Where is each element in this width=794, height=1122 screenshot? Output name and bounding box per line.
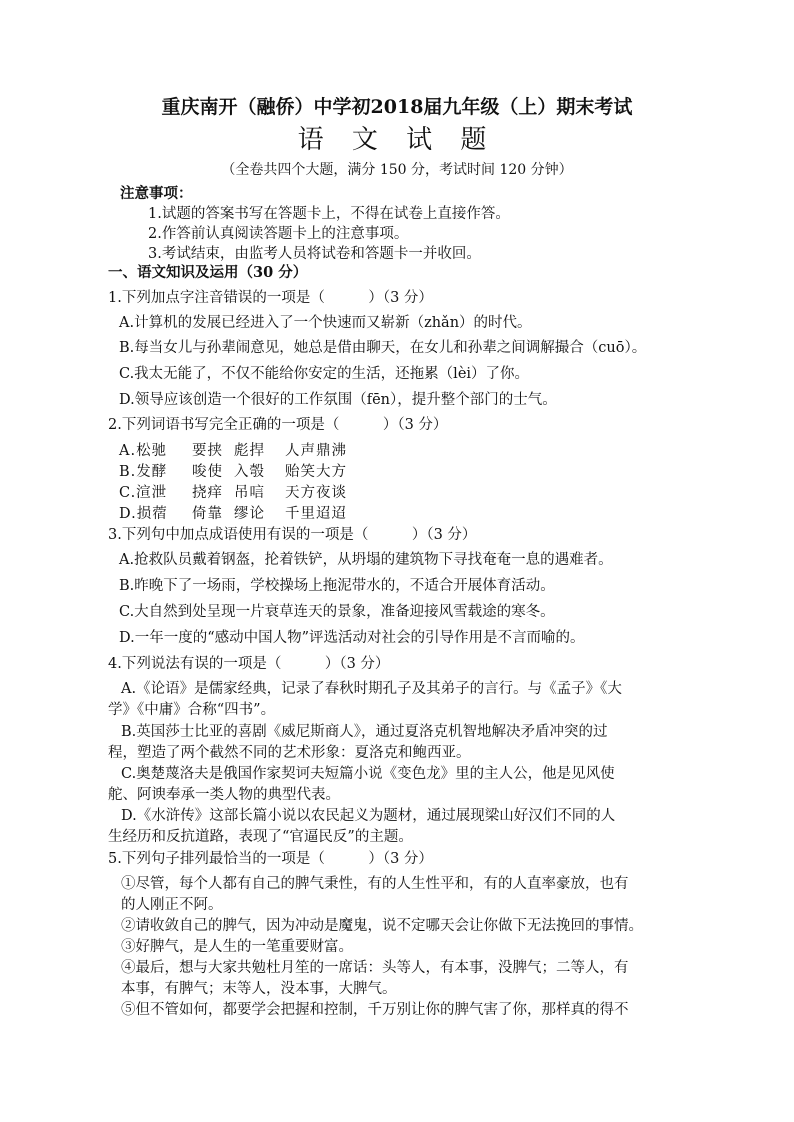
question-2-option-c bbox=[119, 483, 347, 503]
question-5-sentence-4-cont: 本事，有脾气；末等人，没本事，大脾气。 bbox=[121, 981, 397, 997]
exam-subtitle: 语 文 试 题 bbox=[297, 125, 497, 155]
question-4-option-d: D.《水浒传》这部长篇小说以农民起义为题材，通过展现梁山好汉们不同的人 bbox=[121, 808, 616, 824]
question-5-sentence-1: ①尽管，每个人都有自己的脾气秉性，有的人生性平和，有的人直率豪放，也有 bbox=[121, 876, 629, 892]
question-2-stem: 2.下列词语书写完全正确的一项是（ ）（3 分） bbox=[108, 417, 448, 433]
question-2-option-a bbox=[119, 441, 347, 461]
word: 千里迢迢 bbox=[285, 506, 347, 522]
question-3-stem: 3.下列句中加点成语使用有误的一项是（ ）（3 分） bbox=[108, 527, 477, 543]
question-3-option-c: C.大自然到处呈现一片衰草连天的景象，准备迎接风雪载途的寒冬。 bbox=[119, 604, 555, 620]
question-4-option-a-cont: 学》《中庸》合称“四书”。 bbox=[108, 702, 276, 718]
word: 缪论 bbox=[234, 506, 265, 522]
question-1-option-b: B.每当女儿与孙辈闹意见，她总是借由聊天，在女儿和孙辈之间调解撮合（cuō）。 bbox=[119, 340, 647, 356]
word: C.渲泄 bbox=[119, 485, 168, 501]
question-5-stem: 5.下列句子排列最恰当的一项是（ ）（3 分） bbox=[108, 851, 433, 867]
word: 唆使 bbox=[192, 464, 223, 480]
question-5-sentence-4: ④最后，想与大家共勉杜月笙的一席话：头等人，有本事，没脾气；二等人，有 bbox=[121, 960, 629, 976]
question-2-option-d bbox=[119, 504, 347, 524]
notice-title: 注意事项： bbox=[120, 185, 193, 202]
question-1-option-a: A.计算机的发展已经进入了一个快速而又崭新（zhǎn）的时代。 bbox=[119, 315, 532, 331]
word: 要挟 bbox=[192, 443, 223, 459]
word: 挠痒 bbox=[192, 485, 223, 501]
section-1-title: 一、语文知识及运用（30 分） bbox=[108, 264, 308, 281]
question-4-option-a: A.《论语》是儒家经典，记录了春秋时期孔子及其弟子的言行。与《孟子》《大 bbox=[121, 681, 622, 697]
question-4-option-c: C.奥楚蔑洛夫是俄国作家契诃夫短篇小说《变色龙》里的主人公，他是见风使 bbox=[121, 766, 615, 782]
word: 贻笑大方 bbox=[285, 464, 347, 480]
question-5-sentence-3: ③好脾气，是人生的一笔重要财富。 bbox=[121, 939, 353, 955]
question-1-option-c: C.我太无能了，不仅不能给你安定的生活，还拖累（lèi）了你。 bbox=[119, 366, 530, 382]
question-4-option-b-cont: 程，塑造了两个截然不同的艺术形象：夏洛克和鲍西亚。 bbox=[108, 745, 471, 761]
question-5-sentence-2: ②请收敛自己的脾气，因为冲动是魔鬼，说不定哪天会让你做下无法挽回的事情。 bbox=[121, 918, 643, 934]
word: 入彀 bbox=[234, 464, 265, 480]
question-4-stem: 4.下列说法有误的一项是（ ）（3 分） bbox=[108, 656, 390, 672]
exam-title: 重庆南开（融侨）中学初2018届九年级（上）期末考试 bbox=[161, 96, 633, 118]
notice-item: 2.作答前认真阅读答题卡上的注意事项。 bbox=[148, 226, 409, 242]
notice-item: 1.试题的答案书写在答题卡上，不得在试卷上直接作答。 bbox=[148, 206, 510, 222]
question-5-sentence-5: ⑤但不管如何，都要学会把握和控制，千万别让你的脾气害了你，那样真的得不 bbox=[121, 1002, 629, 1018]
word: D.损蓿 bbox=[119, 506, 168, 522]
question-3-option-b: B.昨晚下了一场雨，学校操场上拖泥带水的，不适合开展体育活动。 bbox=[119, 578, 555, 594]
word: 倚靠 bbox=[192, 506, 223, 522]
word: 人声鼎沸 bbox=[285, 443, 347, 459]
question-4-option-b: B.英国莎士比亚的喜剧《威尼斯商人》，通过夏洛克机智地解决矛盾冲突的过 bbox=[121, 724, 608, 740]
word: 天方夜谈 bbox=[285, 485, 347, 501]
question-4-option-c-cont: 舵、阿谀奉承一类人物的典型代表。 bbox=[108, 787, 340, 803]
word: 彪捍 bbox=[234, 443, 265, 459]
question-5-sentence-1-cont: 的人刚正不阿。 bbox=[121, 897, 223, 913]
exam-note: （全卷共四个大题，满分 150 分，考试时间 120 分钟） bbox=[221, 162, 573, 178]
question-2-option-b bbox=[119, 462, 347, 482]
question-1-option-d: D.领导应该创造一个很好的工作氛围（fēn），提升整个部门的士气。 bbox=[119, 392, 557, 408]
question-4-option-d-cont: 生经历和反抗道路，表现了“官逼民反”的主题。 bbox=[108, 829, 413, 845]
question-1-stem: 1.下列加点字注音错误的一项是（ ）（3 分） bbox=[108, 290, 433, 306]
word: A.松驰 bbox=[119, 443, 168, 459]
question-3-option-a: A.抢救队员戴着钢盔，抡着铁铲，从坍塌的建筑物下寻找奄奄一息的遇难者。 bbox=[119, 552, 613, 568]
word: 吊唁 bbox=[234, 485, 265, 501]
question-3-option-d: D.一年一度的“感动中国人物”评选活动对社会的引导作用是不言而喻的。 bbox=[119, 630, 585, 646]
notice-item: 3.考试结束，由监考人员将试卷和答题卡一并收回。 bbox=[148, 246, 481, 262]
word: B.发酵 bbox=[119, 464, 168, 480]
